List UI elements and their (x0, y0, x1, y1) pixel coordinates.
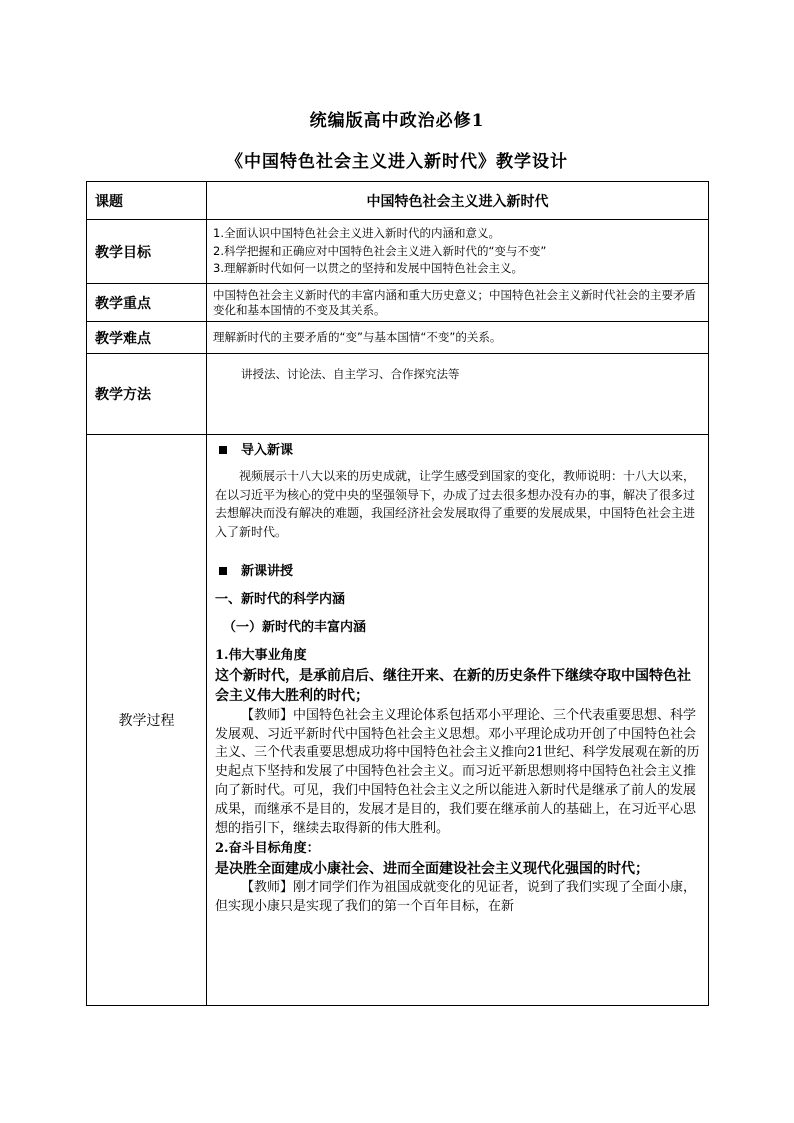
point1-paragraph: 【教师】中国特色社会主义理论体系包括邓小平理论、三个代表重要思想、科学发展观、习近平新时代中国特色社会主义思想。邓小平理论成功开创了中国特色社会主义、三个代表重要思想成功将中国特色社会主义推向21世纪、科学发展观在新的历史起点下坚持和发展了中国特色社会主义。而习近平新思想则将中国特色社会主义推向了新时代。可见，我们中国特色社会主义之所以能进入新时代是继承了前人的发展成果，而继承不是目的，发展才是目的，我们要在继承前人的基础上，在习近平心思想的指引下，继续去取得新的伟大胜利。 (215, 707, 700, 836)
intro-paragraph: 视频展示十八大以来的历史成就，让学生感受到国家的变化，教师说明：十八大以来，在以习近平为核心的党中央的坚强领导下，办成了过去很多想办没有办的事，解决了很多过去想解决而没有解决的难题，我国经济社会发展取得了重要的发展成果，中国特色社会主进入了新时代。 (215, 469, 696, 539)
label-difficulty: 教学难点 (87, 322, 207, 354)
goal-item: 1.全面认识中国特色社会主义进入新时代的内涵和意义。 (213, 225, 500, 240)
document-title: 统编版高中政治必修1 (309, 111, 485, 131)
intro-heading: 导入新课 (215, 441, 700, 461)
point1-title: 1.伟大事业角度 (215, 647, 307, 663)
label-process: 教学过程 (87, 435, 207, 1006)
method-value: 讲授法、讨论法、自主学习、合作探究法等 (207, 354, 709, 435)
goals-list (207, 220, 709, 284)
label-goals: 教学目标 (87, 220, 207, 284)
point1-statement: 这个新时代，是承前启后、继往开来、在新的历史条件下继续夺取中国特色社会主义伟大胜利的时代； (215, 668, 691, 705)
process-content (207, 435, 709, 1006)
goal-item: 2.科学把握和正确应对中国特色社会主义进入新时代的“变与不变” (213, 243, 547, 258)
point2-title: 2.奋斗目标角度： (215, 840, 320, 856)
bullet-square-icon (219, 446, 227, 454)
lesson-plan-table (86, 181, 709, 1006)
new-lesson-heading: 新课讲授 (215, 562, 700, 582)
key-points-value: 中国特色社会主义新时代的丰富内涵和重大历史意义；中国特色社会主义新时代社会的主要矛盾变化和基本国情的不变及其关系。 (207, 284, 709, 322)
label-method: 教学方法 (87, 354, 207, 435)
point2-statement: 是决胜全面建成小康社会、进而全面建设社会主义现代化强国的时代； (215, 860, 649, 877)
difficulty-value: 理解新时代的主要矛盾的“变”与基本国情“不变”的关系。 (207, 322, 709, 354)
row-key-points (87, 284, 709, 322)
point2-paragraph: 【教师】刚才同学们作为祖国成就变化的见证者，说到了我们实现了全面小康，但实现小康只是实现了我们的第一个百年目标，在新 (215, 880, 697, 914)
row-difficulty (87, 322, 709, 354)
section-heading: 一、新时代的科学内涵 (215, 591, 346, 607)
document-subtitle: 《中国特色社会主义进入新时代》教学设计 (226, 152, 568, 172)
topic-value: 中国特色社会主义进入新时代 (207, 182, 709, 220)
bullet-square-icon (219, 567, 227, 575)
row-topic (87, 182, 709, 220)
row-method (87, 354, 709, 435)
label-key-points: 教学重点 (87, 284, 207, 322)
subsection-heading: （一）新时代的丰富内涵 (223, 619, 367, 635)
row-goals (87, 220, 709, 284)
label-topic: 课题 (87, 182, 207, 220)
goal-item: 3.理解新时代如何一以贯之的坚持和发展中国特色社会主义。 (213, 261, 523, 276)
row-process (87, 435, 709, 1006)
